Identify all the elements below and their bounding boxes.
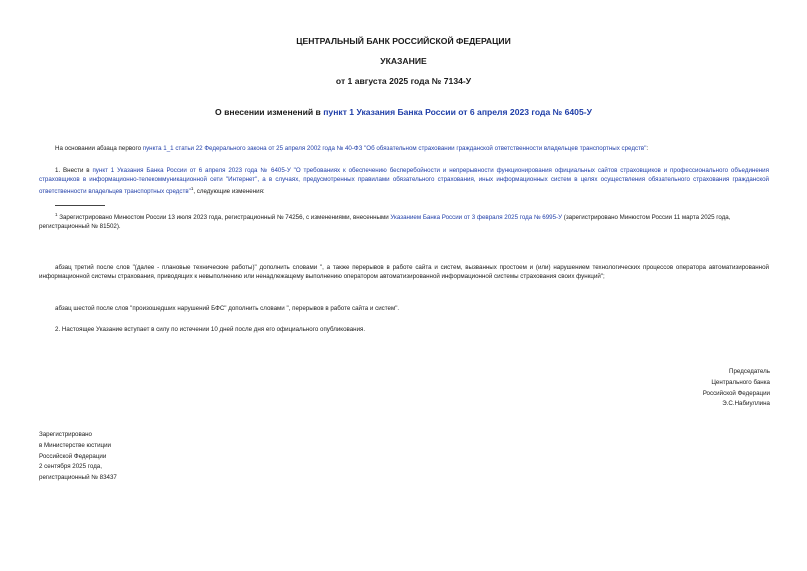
signature-line: Центрального банка [711,378,770,386]
document-type: УКАЗАНИЕ [380,56,427,66]
footnote-divider [55,205,105,206]
signature-block [570,367,770,410]
document-title [0,107,807,117]
footnote-link[interactable]: Указанием Банка России от 3 февраля 2025 года № 6995-У [390,214,563,222]
preamble-paragraph: На основании абзаца первого пункта 1_1 статьи 22 Федерального закона от 25 апреля 2002 года № 40-ФЗ "Об обязательном страховании гражданской ответственности владельцев транспортных средств": [55,145,649,152]
signature-line: Председатель [729,368,770,375]
document-date-number: от 1 августа 2025 года № 7134-У [335,76,472,86]
bank-heading: ЦЕНТРАЛЬНЫЙ БАНК РОССИЙСКОЙ ФЕДЕРАЦИИ [296,36,511,46]
registration-line: регистрационный № 83437 [39,474,117,482]
registration-block [39,430,289,484]
item-1-link[interactable]: пункт 1 Указания Банка России от 6 апреля 2023 года № 6405-У "О требованиях к обеспечению бесперебойности и непрерывности функционирования официальных сайтов страховщиков и профессионального объединения страховщиков в информационно-телекоммуникационной сети "Интернет", а в случаях, предусмотренных правилами обязательного страхования, иных информационных систем в целях осуществления обязательного страхования гражданской ответственности владельцев транспортных средств" [39,167,769,195]
signature-line: Э.С.Набиуллина [722,400,770,408]
signature-line: Российской Федерации [702,389,770,397]
registration-line: 2 сентября 2025 года, [39,463,102,471]
registration-line: в Министерстве юстиции [39,441,112,449]
footnote-ref[interactable]: 1 [190,185,194,191]
title-prefix: О внесении изменений в [215,107,324,117]
registration-line: Российской Федерации [39,452,107,460]
registration-line: Зарегистрировано [39,431,92,438]
item-2-paragraph: 2. Настоящее Указание вступает в силу по истечении 10 дней после дня его официального опубликования. [55,326,366,333]
paragraph-sixth: абзац шестой после слов "произошедших нарушений БФС" дополнить словами ", перерывов в работе сайта и систем". [55,305,400,312]
item-1-paragraph: 1. Внести в пункт 1 Указания Банка России от 6 апреля 2023 года № 6405-У "О требованиях к обеспечению бесперебойности и непрерывности функционирования официальных сайтов страховщиков и профессионального объединения страховщиков в информационно-телекоммуникационной сети "Интернет", а в случаях, предусмотренных правилами обязательного страхования, иных информационных систем в целях осуществления обязательного страхования гражданской ответственности владельцев транспортных средств"$^1$, следующие изменения: [39,167,769,195]
preamble-law-link[interactable]: пункта 1_1 статьи 22 Федерального закона от 25 апреля 2002 года № 40-ФЗ "Об обязательном страховании гражданской ответственности владельцев транспортных средств" [142,145,647,152]
footnote-paragraph: $^1$ Зарегистрировано Минюстом России 13 июля 2023 года, регистрационный № 74256, с изменениями, внесенными Указанием Банка России от 3 февраля 2025 года № 6995-У (зарегистрировано Минюстом России 11 марта 2025 года, регистрационный № 81502). [39,212,731,230]
footnote-mark: 1 [55,212,58,217]
paragraph-third: абзац третий после слов "(далее - плановые технические работы)" дополнить словами ", а также перерывов в работе сайта и систем, вызванных простоем и (или) нарушением технологических процессов оператора автоматизированной информационной системы страхования, приводящих к невыполнению или ненадлежащему выполнению оператором автоматизированной информационной системы страхования своих функций"; [39,264,769,280]
title-link[interactable]: пункт 1 Указания Банка России от 6 апреля 2023 года № 6405-У [323,107,592,117]
